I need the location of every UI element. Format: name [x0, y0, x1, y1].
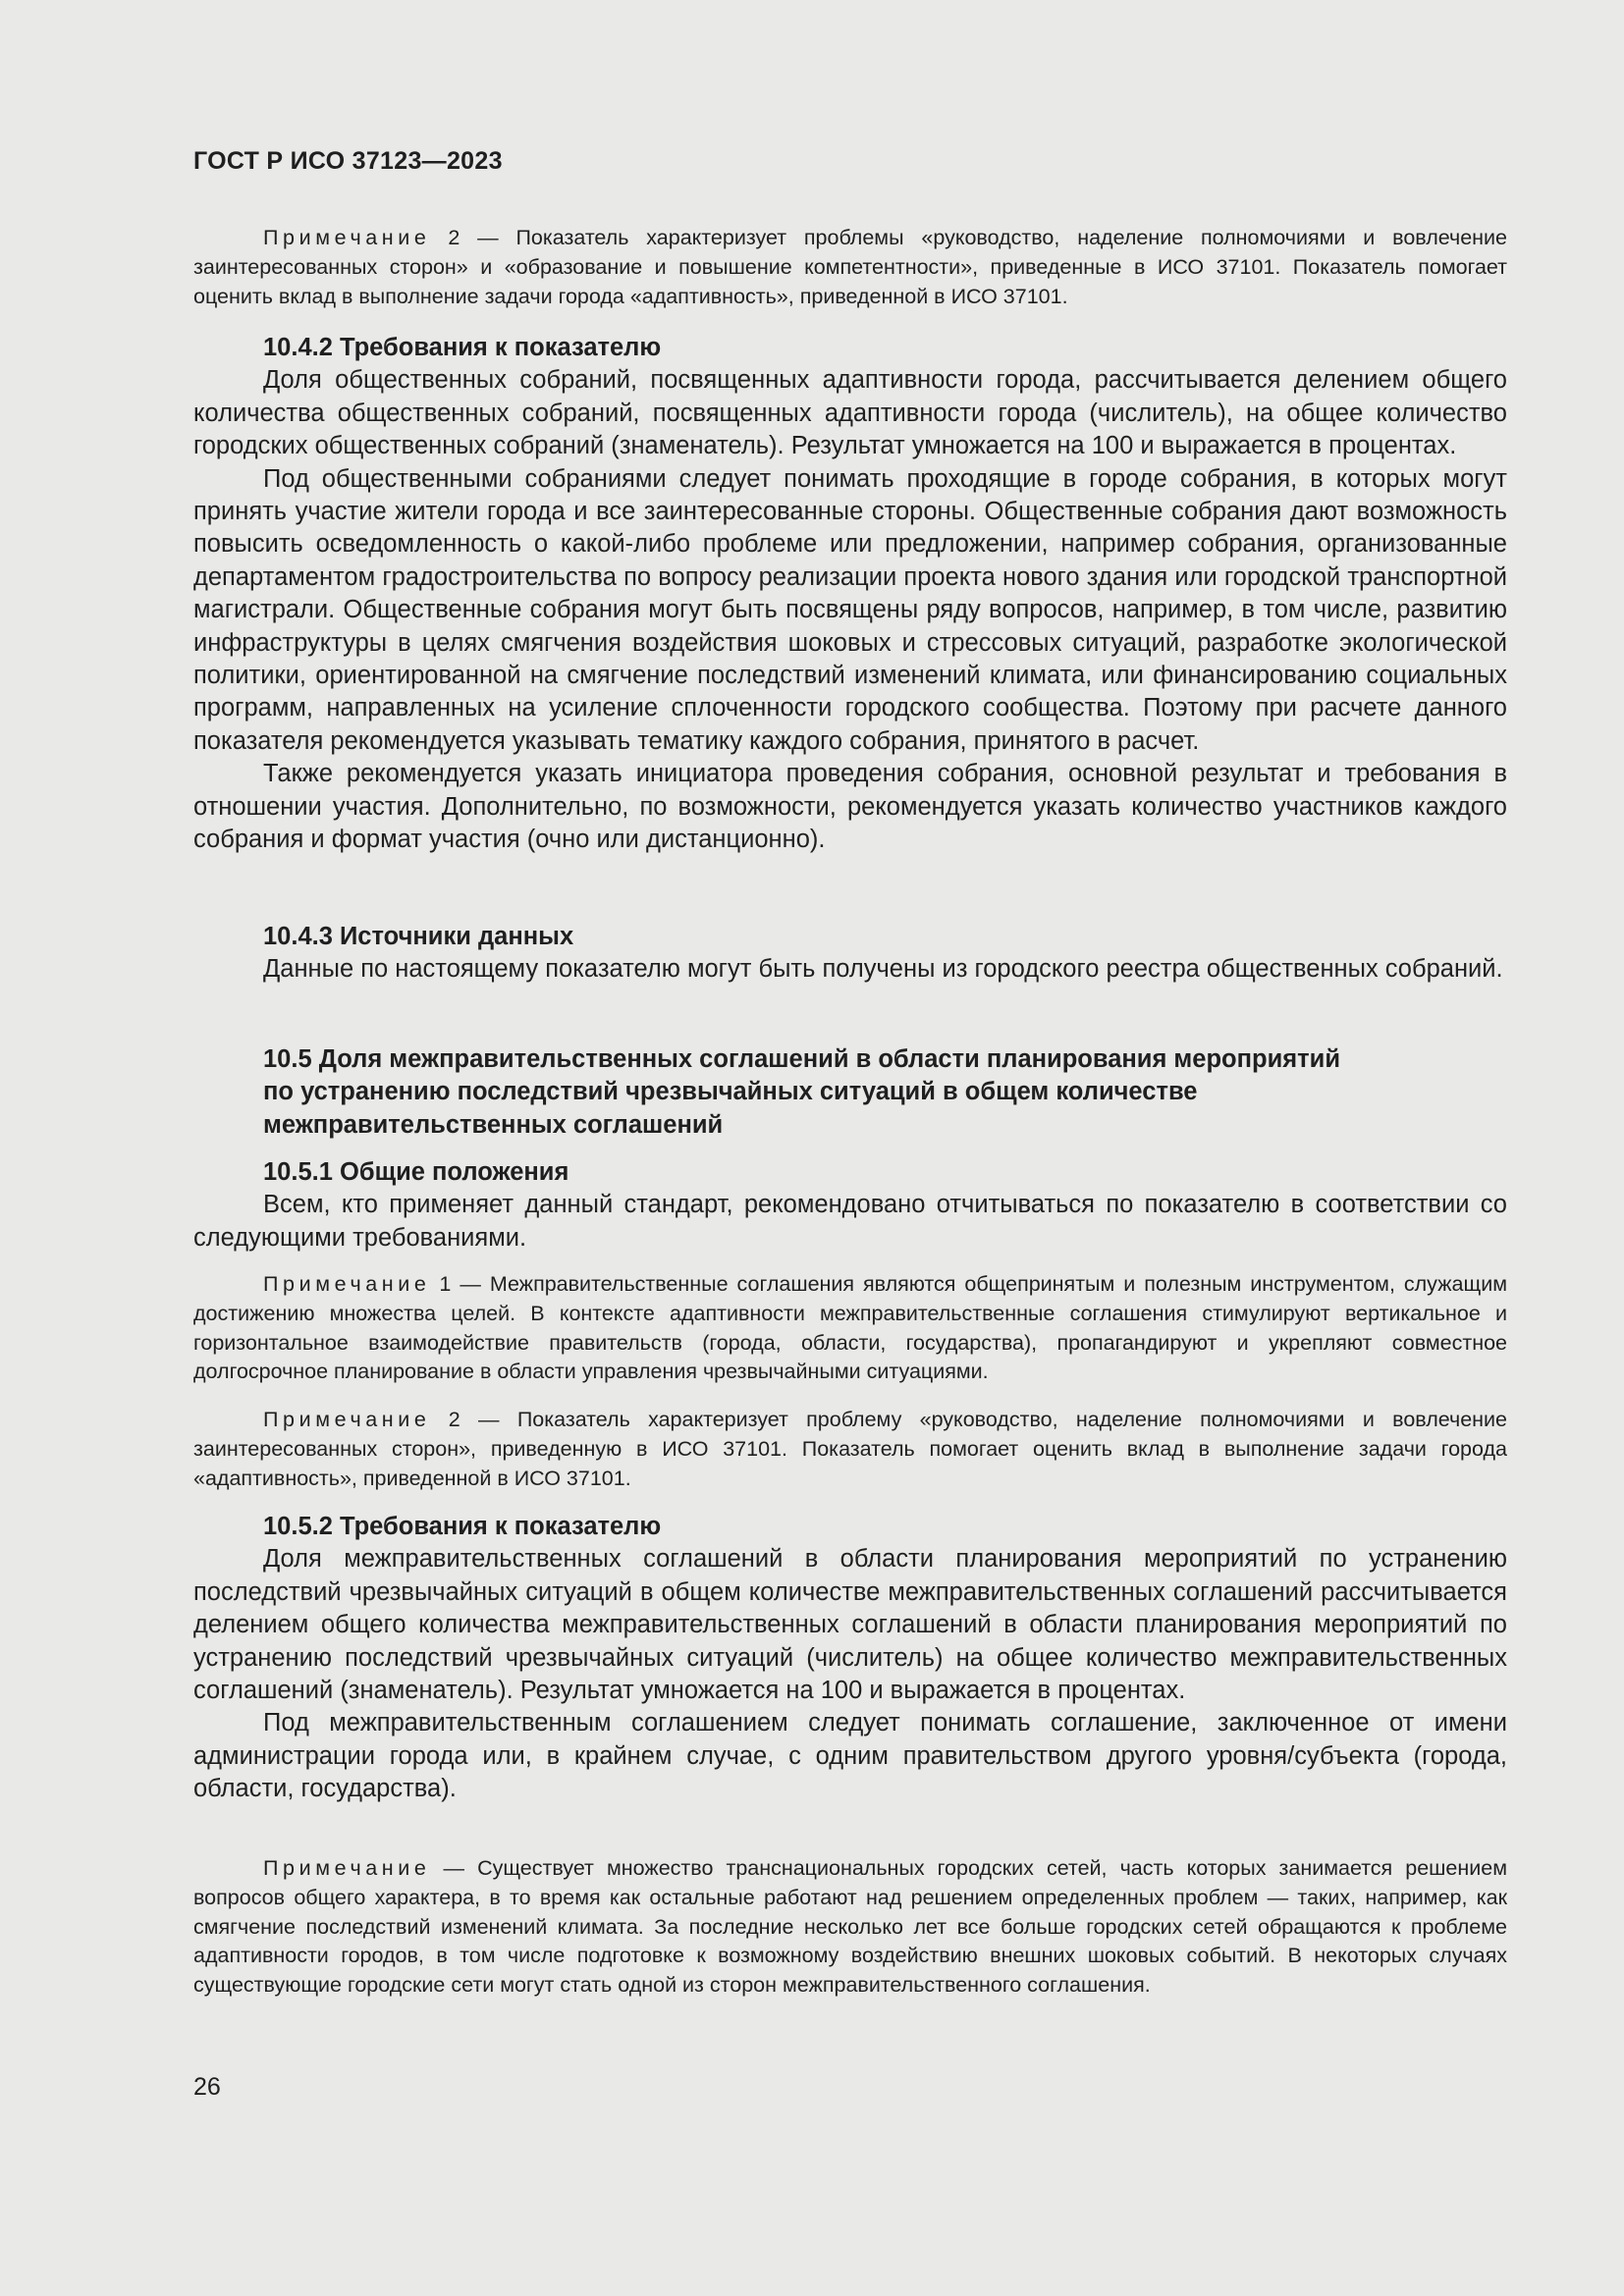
section-10-4-3 [193, 921, 1507, 987]
note-10-5-1-1 [193, 1270, 1507, 1387]
note-number: 1 [439, 1272, 452, 1296]
paragraph: Доля общественных собраний, посвященных адаптивности города, рассчитывается делением общего количества общественных собраний, посвященных адаптивности города (числитель), на общее количество городских общественных собраний (знаменатель). Результат умножается на 100 и выражается в процентах. [193, 366, 1507, 460]
note-text: — Существует множество транснациональных городских сетей, часть которых занимается решением вопросов общего характера, в то время как остальные работают над решением определенных проблем — таких, например, как смягчение последствий изменений климата. За последние несколько лет все больше городских сетей обращаются к проблеме адаптивности городов, в том числе подготовке к возможному воздействию внешних шоковых событий. В некоторых случаях существующие городские сети могут стать одной из сторон межправительственного соглашения. [193, 1856, 1507, 1998]
section-10-4-2 [193, 332, 1507, 857]
section-10-5-1 [193, 1156, 1507, 1255]
note-label: Примечание [263, 1408, 431, 1431]
document-code-header: ГОСТ Р ИСО 37123—2023 [193, 147, 503, 175]
note-10-4-1-2 [193, 224, 1507, 311]
section-10-5-2 [193, 1511, 1507, 1806]
note-text: — Показатель характеризует проблемы «руководство, наделение полномочиями и вовлечение заинтересованных сторон» и «образование и повышение компетентности», приведенные в ИСО 37101. Показатель помогает оценить вклад в выполнение задачи города «адаптивность», приведенной в ИСО 37101. [193, 226, 1507, 308]
note-label: Примечание [263, 1272, 431, 1296]
note-label: Примечание [263, 226, 431, 249]
note-label: Примечание [263, 1856, 431, 1880]
note-text: — Показатель характеризует проблему «руководство, наделение полномочиями и вовлечение заинтересованных сторон», приведенную в ИСО 37101. Показатель помогает оценить вклад в выполнение задачи города «адаптивность», приведенной в ИСО 37101. [193, 1408, 1508, 1490]
section-heading-line: 10.5 Доля межправительственных соглашений в области планирования мероприятий [263, 1045, 1340, 1073]
paragraph: Также рекомендуется указать инициатора проведения собрания, основной результат и требования в отношении участия. Дополнительно, по возможности, рекомендуется указать количество участников каждого собрания и формат участия (очно или дистанционно). [193, 760, 1507, 854]
section-10-5 [193, 1043, 1507, 1142]
section-heading-line: межправительственных соглашений [263, 1110, 724, 1139]
section-heading: 10.4.3 Источники данных [263, 923, 574, 950]
note-10-5-2 [193, 1854, 1507, 2001]
note-number: 2 [448, 226, 460, 249]
note-10-5-1-2 [193, 1406, 1507, 1493]
section-heading: 10.5.1 Общие положения [263, 1158, 569, 1186]
paragraph: Данные по настоящему показателю могут быть получены из городского реестра общественных собраний. [263, 955, 1503, 984]
section-heading: 10.5.2 Требования к показателю [263, 1513, 662, 1540]
paragraph: Всем, кто применяет данный стандарт, рекомендовано отчитываться по показателю в соответствии со следующими требованиями. [193, 1191, 1507, 1252]
section-heading-line: по устранению последствий чрезвычайных ситуаций в общем количестве [263, 1078, 1198, 1106]
note-text: — Межправительственные соглашения являются общепринятым и полезным инструментом, служащим достижению множества целей. В контексте адаптивности межправительственные соглашения стимулируют вертикальное и горизонтальное взаимодействие правительств (города, области, государства), пропагандируют и укрепляют совместное долгосрочное планирование в области управления чрезвычайными ситуациями. [193, 1272, 1507, 1384]
note-number: 2 [448, 1408, 460, 1431]
paragraph: Под межправительственным соглашением следует понимать соглашение, заключенное от имени администрации города или, в крайнем случае, с одним правительством другого уровня/субъекта (города, области, государства). [193, 1709, 1507, 1803]
paragraph: Доля межправительственных соглашений в области планирования мероприятий по устранению последствий чрезвычайных ситуаций в общем количестве межправительственных соглашений рассчитывается делением общего количества межправительственных соглашений в области планирования мероприятий по устранению последствий чрезвычайных ситуаций (числитель) на общее количество межправительственных соглашений (знаменатель). Результат умножается на 100 и выражается в процентах. [193, 1545, 1507, 1705]
paragraph: Под общественными собраниями следует понимать проходящие в городе собрания, в которых могут принять участие жители города и все заинтересованные стороны. Общественные собрания дают возможность повысить осведомленность о какой-либо проблеме или предложении, например собрания, организованные департаментом градостроительства по вопросу реализации проекта нового здания или городской транспортной магистрали. Общественные собрания могут быть посвящены ряду вопросов, например, в том числе, развитию инфраструктуры в целях смягчения воздействия шоковых и стрессовых ситуаций, разработке экологической политики, ориентированной на смягчение последствий изменений климата, или финансированию социальных программ, направленных на усиление сплоченности городского сообщества. Поэтому при расчете данного показателя рекомендуется указывать тематику каждого собрания, принятого в расчет. [193, 464, 1507, 755]
page-number: 26 [193, 2073, 221, 2101]
section-heading: 10.4.2 Требования к показателю [263, 334, 662, 361]
